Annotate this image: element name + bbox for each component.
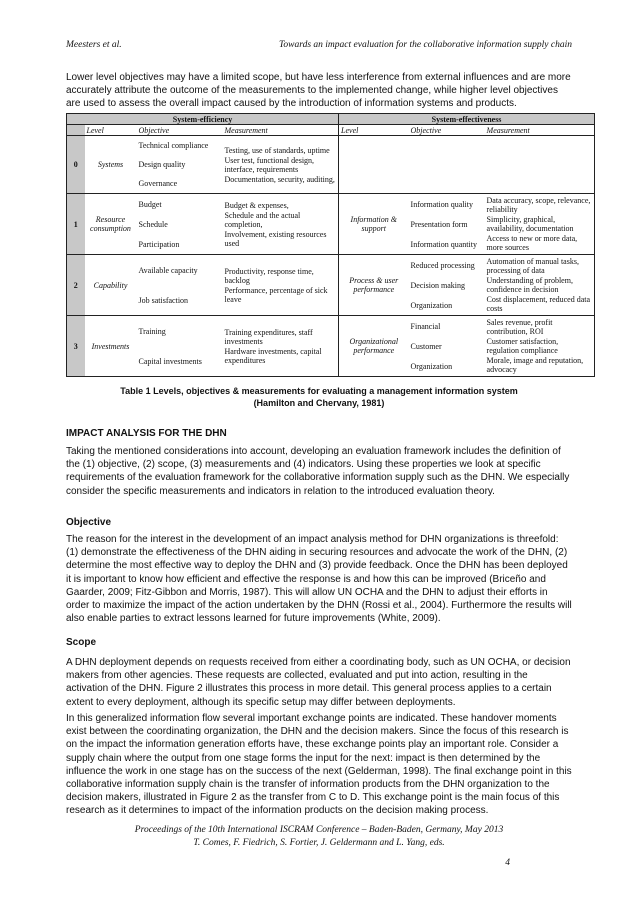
level-number: 0 [67,136,85,194]
measurement: User test, functional design, interface, requirements [224,155,315,174]
table-row [67,316,595,377]
efficiency-level: Systems [85,136,137,194]
objective: Governance [138,179,178,188]
measurement: Morale, image and reputation, advocacy [486,356,584,374]
group-efficiency: System-efficiency [67,114,339,125]
objective: Decision making [410,280,465,290]
measurement: Customer satisfaction, regulation compliance [486,337,559,355]
level-number: 2 [67,255,85,316]
effectiveness-level: Process & user performance [339,255,409,316]
footer-editors: T. Comes, F. Fiedrich, S. Fortier, J. Geldermann and L. Yang, eds. [193,837,445,848]
footer-proceedings: Proceedings of the 10th International ISCRAM Conference – Baden-Baden, Germany, May 2013 [134,825,504,835]
objective-paragraph: The reason for the interest in the development of an impact analysis method for DHN organizations is threefold: (1) demonstrate the effectiveness of the DHN aiding in securing resources and advocate the work of the DHN, (2) determine the most effective way to deploy the DHN and (3) provide feedback. Once the DHN has been deployed it is important to know how efficient and effective the response is and how this can be improved (Briceño and Gaarder, 2009; Fitz-Gibbon and Morris, 1987). This will allow UN OCHA and the DHN to adjust their efforts in order to maximize the impact of the action undertaken by the DHN (Rossi et al., 2004). Furthermore the results will also enable parties to extract lessons learned for future improvements (White, 2009). [66,534,572,625]
measurement: Testing, use of standards, uptime [224,145,330,155]
objective: Presentation form [410,219,468,229]
col-level-efficiency: Level [85,125,137,136]
table-row [67,255,595,316]
col-objective-effectiveness: Objective [409,125,485,136]
efficiency-level: Capability [85,255,137,316]
measurement: Sales revenue, profit contribution, ROI [486,318,553,336]
measurement: Budget & expenses, [224,200,289,210]
table-caption [66,385,572,409]
measurement: Performance, percentage of sick leave [224,285,328,304]
page-number: 4 [505,858,510,868]
measurement: Schedule and the actual completion, [224,210,301,229]
measurement: Understanding of problem, confidence in decision [486,276,573,294]
objective: Customer [410,341,442,351]
measurement: Productivity, response time, backlog [224,266,314,285]
efficiency-level: Resource consumption [85,194,137,255]
col-level-effectiveness: Level [339,125,409,136]
impact-paragraph: Taking the mentioned considerations into account, developing an evaluation framework includes the definition of the (1) objective, (2) scope, (3) measurements and (4) indicators. Using these properties we look at specific requirements of the evaluation framework for the collaborative information supply such as the DHN. We especially consider the specific measurements and indicators in relation to the introduced evaluation theory. [66,446,570,497]
objective: Job satisfaction [138,295,189,305]
col-measurement-efficiency: Measurement [223,125,339,136]
objective: Schedule [138,219,168,229]
objective: Design quality [138,160,186,169]
scope-paragraph-1: A DHN deployment depends on requests received from either a coordinating body, such as UN OCHA, or decision makers from other agencies. These requests are collected, evaluated and put into action, resulting in the activation of the DHN. Figure 2 illustrates this process in more detail. This general process applies to a certain extent to every deployment, although its specific setup may differ between deployments. [66,657,571,708]
levels-table [66,113,595,377]
effectiveness-level: Information & support [339,194,409,255]
section-heading-impact: IMPACT ANALYSIS FOR THE DHN [66,428,227,439]
measurement: Documentation, security, auditing, [224,174,335,184]
section-heading-scope: Scope [66,637,97,648]
objective: Organization [410,300,453,310]
table-group-header [67,114,595,125]
measurement: Simplicity, graphical, availability, documentation [486,215,574,233]
running-head-authors: Meesters et al. [66,40,122,50]
level-number: 1 [67,194,85,255]
footer [66,824,572,849]
section-heading-objective: Objective [66,517,112,528]
intro-paragraph: Lower level objectives may have a limited scope, but have less interference from external influences and are more accurately attribute the outcome of the measurements to the implemented change, while higher level objectives are used to assess the overall impact caused by the introduction of information systems and products. [66,72,571,110]
measurement: Cost displacement, reduced data costs [486,295,591,313]
table-row [67,136,595,194]
objective: Technical compliance [138,141,209,150]
col-measurement-effectiveness: Measurement [485,125,595,136]
measurement: Training expenditures, staff investments [224,327,313,346]
table-caption-source: (Hamilton and Chervany, 1981) [253,398,385,408]
running-head [66,40,572,50]
measurement: Involvement, existing resources used [224,229,327,248]
effectiveness-level: Organizational performance [339,316,409,377]
table-column-header [67,125,595,136]
objective: Available capacity [138,265,198,275]
measurement: Data accuracy, scope, relevance, reliability [486,196,591,214]
objective: Reduced processing [410,260,475,270]
scope-paragraph-2: In this generalized information flow several important exchange points are indicated. These handover moments exist between the coordinating organization, the DHN and the decision makers. Since the focus of this research is on the impact the information generation efforts have, these exchange points play an important role. Consider a supply chain where the output from one stage forms the input for the next: impact is then determined by the influence the work in one stage has on the success of the next (Gelderman, 1998). The final exchange point in this collaborative information supply chain is the transfer of information products from the DHN organization to the decision makers, illustrated in Figure 2 as the transfer from C to D. This exchange point is the main focus of this research as it determines to impact of the information products on the decision making process. [66,713,572,817]
objective: Participation [138,239,180,249]
group-effectiveness: System-effectiveness [339,114,595,125]
table-row [67,194,595,255]
col-objective-efficiency: Objective [137,125,223,136]
objective: Organization [410,361,453,371]
objective: Budget [138,199,162,209]
measurement: Access to new or more data, more sources [486,234,578,252]
measurement: Hardware investments, capital expenditures [224,346,322,365]
level-number: 3 [67,316,85,377]
objective: Training [138,326,166,336]
objective: Capital investments [138,356,202,366]
objective: Financial [410,321,441,331]
objective: Information quality [410,199,473,209]
measurement: Automation of manual tasks, processing of data [486,257,579,275]
running-head-title: Towards an impact evaluation for the collaborative information supply chain [279,40,572,50]
efficiency-level: Investments [85,316,137,377]
objective: Information quantity [410,239,477,249]
table-caption-line: Table 1 Levels, objectives & measurements for evaluating a management information system [120,386,518,396]
